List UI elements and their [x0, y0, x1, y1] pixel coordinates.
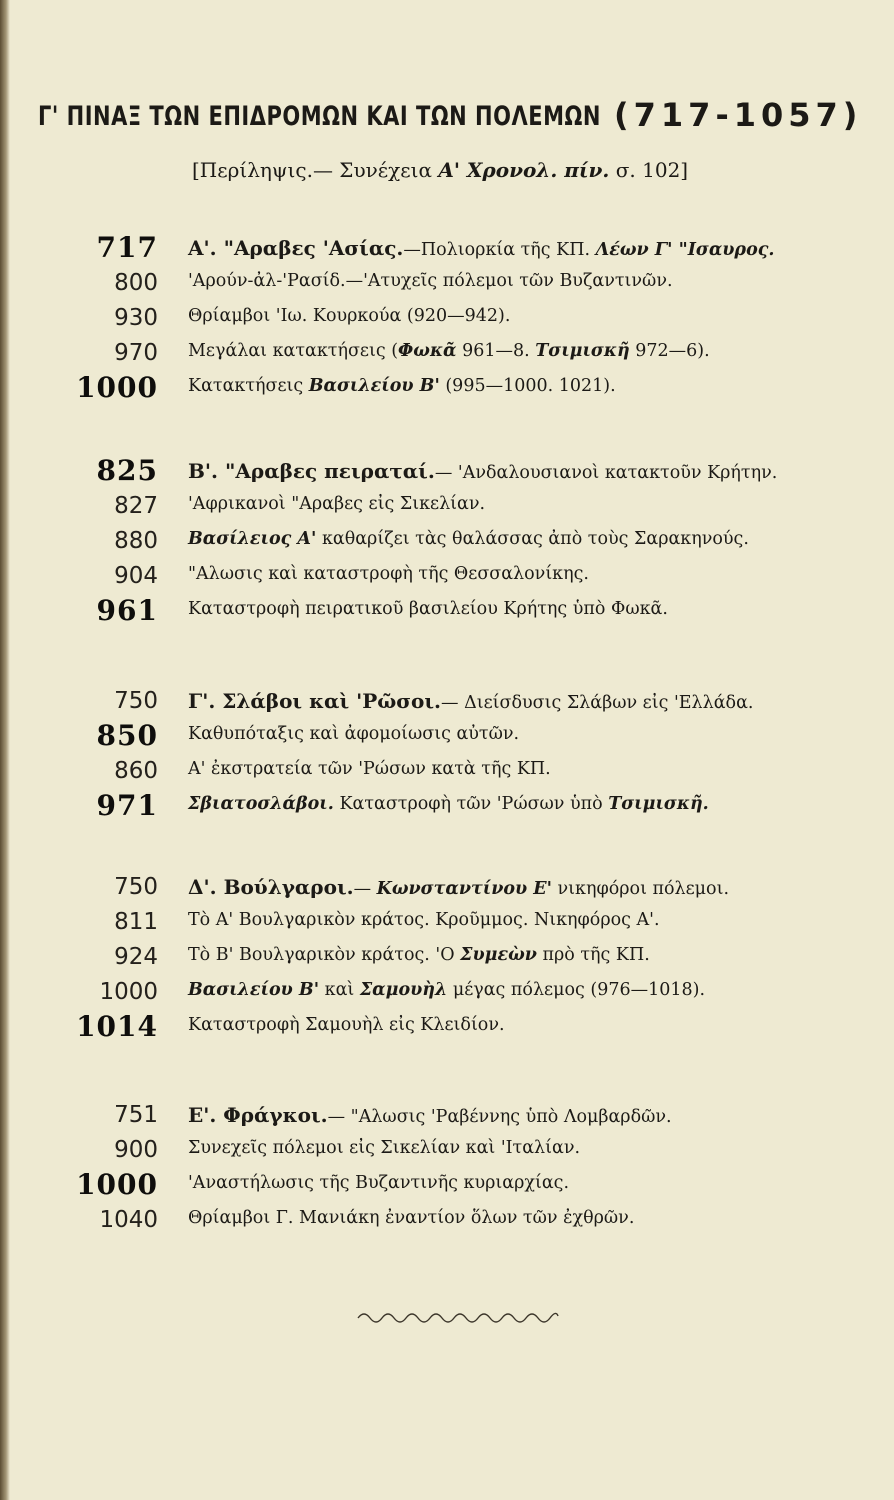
event-fragment: Καταστροφὴ πειρατικοῦ βασιλείου Κρήτης ὑπὸ Φωκᾶ.	[188, 599, 668, 619]
event-fragment: Α' ἐκστρατεία τῶν 'Ρώσων κατὰ τῆς ΚΠ.	[188, 759, 551, 779]
table-row	[0, 872, 894, 907]
event-text	[188, 1015, 505, 1035]
section-5	[0, 1100, 894, 1240]
page-title	[38, 96, 863, 134]
event-fragment: — 'Ανδαλουσιανοὶ κατακτοῦν Κρήτην.	[434, 463, 778, 483]
name-emphasis: Σαμουὴλ	[359, 980, 448, 1000]
event-fragment: 961—8.	[456, 341, 536, 361]
section-2	[0, 456, 894, 631]
event-text	[188, 306, 510, 326]
name-emphasis: Βασιλείου Β'	[188, 980, 320, 1000]
year-label: 961	[96, 594, 158, 627]
table-row	[0, 907, 894, 942]
event-fragment: Συνεχεῖς πόλεμοι εἰς Σικελίαν καὶ 'Ιταλίαν.	[188, 1138, 581, 1158]
year-label: 827	[114, 493, 158, 519]
table-row	[0, 977, 894, 1012]
event-fragment: —	[353, 879, 377, 899]
event-fragment: Μεγάλαι κατακτήσεις (	[188, 341, 399, 361]
table-row	[0, 561, 894, 596]
event-text	[188, 875, 729, 899]
event-text	[188, 980, 705, 1000]
event-fragment: — Διείσδυσις Σλάβων εἰς 'Ελλάδα.	[441, 693, 754, 713]
name-emphasis: Βασίλειος Α'	[188, 529, 317, 549]
event-text	[188, 1138, 580, 1158]
table-row	[0, 721, 894, 756]
event-fragment: Κατακτήσεις	[188, 376, 309, 396]
year-label: 800	[114, 270, 158, 296]
year-label: 880	[114, 528, 158, 554]
year-label: 1000	[76, 1168, 158, 1201]
event-fragment: νικηφόροι πόλεμοι.	[551, 879, 730, 899]
year-label: 750	[114, 874, 158, 900]
title-text: Γ' ΠΙΝΑΞ ΤΩΝ ΕΠΙΔΡΟΜΩΝ ΚΑΙ ΤΩΝ ΠΟΛΕΜΩΝ	[38, 101, 601, 131]
name-emphasis: Τσιμισκῆ	[535, 341, 630, 361]
section-heading: Β'. "Αραβες πειραταί.	[188, 459, 435, 483]
name-emphasis: Λέων Γ' "Ισαυρος.	[595, 240, 775, 260]
event-fragment: καὶ	[319, 980, 360, 1000]
section-heading: Α'. "Αραβες 'Ασίας.	[188, 236, 404, 260]
year-label: 971	[96, 789, 158, 822]
event-text	[188, 564, 589, 584]
table-row	[0, 686, 894, 721]
event-text	[188, 494, 485, 514]
table-row	[0, 303, 894, 338]
event-text	[188, 529, 749, 549]
table-row	[0, 268, 894, 303]
event-text	[188, 599, 668, 619]
section-heading: Γ'. Σλάβοι καὶ 'Ρῶσοι.	[188, 689, 442, 713]
name-emphasis: Τσιμισκῆ.	[608, 794, 709, 814]
table-row	[0, 791, 894, 826]
year-label: 717	[96, 231, 158, 264]
event-fragment: μέγας πόλεμος (976—1018).	[447, 980, 706, 1000]
name-emphasis: Βασιλείου Β'	[308, 376, 440, 396]
section-heading: Ε'. Φράγκοι.	[188, 1103, 328, 1127]
title-years: (717-1057)	[614, 96, 863, 134]
event-fragment: 972—6).	[629, 341, 710, 361]
section-3	[0, 686, 894, 826]
table-row	[0, 373, 894, 408]
subtitle-prefix: [Περίληψις.— Συνέχεια	[192, 158, 439, 182]
section-heading: Δ'. Βούλγαροι.	[188, 875, 354, 899]
section-1	[0, 233, 894, 408]
wavy-ornament-divider	[356, 1306, 560, 1326]
event-text	[188, 271, 673, 291]
event-fragment: (995—1000. 1021).	[439, 376, 616, 396]
table-row	[0, 942, 894, 977]
event-text	[188, 910, 660, 930]
table-row	[0, 233, 894, 268]
event-fragment: Τὸ Β' Βουλγαρικὸν κράτος. 'Ο	[188, 945, 461, 965]
year-label: 1040	[99, 1207, 158, 1233]
table-row	[0, 596, 894, 631]
table-row	[0, 1170, 894, 1205]
year-label: 811	[114, 909, 158, 935]
subtitle-suffix: σ. 102]	[609, 158, 689, 182]
event-text	[188, 236, 775, 260]
year-label: 850	[96, 719, 158, 752]
name-emphasis: Φωκᾶ	[398, 341, 457, 361]
event-text	[188, 794, 709, 814]
event-text	[188, 724, 519, 744]
name-emphasis: Συμεὼν	[460, 945, 537, 965]
year-label: 1014	[76, 1010, 158, 1043]
table-row	[0, 1135, 894, 1170]
event-fragment: — "Αλωσις 'Ραβέννης ὑπὸ Λομβαρδῶν.	[327, 1107, 672, 1127]
year-label: 900	[114, 1137, 158, 1163]
event-fragment: 'Αναστήλωσις τῆς Βυζαντινῆς κυριαρχίας.	[188, 1173, 570, 1193]
event-fragment: Τὸ Α' Βουλγαρικὸν κράτος. Κροῦμμος. Νικηφόρος Α'.	[188, 910, 660, 930]
year-label: 860	[114, 758, 158, 784]
event-text	[188, 759, 551, 779]
table-row	[0, 491, 894, 526]
event-text	[188, 459, 777, 483]
event-fragment: Καταστροφὴ Σαμουὴλ εἰς Κλειδίον.	[188, 1015, 505, 1035]
year-label: 750	[114, 688, 158, 714]
event-fragment: Καταστροφὴ τῶν 'Ρώσων ὑπὸ	[333, 794, 609, 814]
year-label: 970	[114, 340, 158, 366]
event-text	[188, 376, 616, 396]
year-label: 1000	[76, 371, 158, 404]
table-row	[0, 338, 894, 373]
event-fragment: καθαρίζει τὰς θαλάσσας ἀπὸ τοὺς Σαρακηνούς.	[316, 529, 749, 549]
name-emphasis: Κωνσταντίνου Ε'	[376, 879, 552, 899]
subtitle	[192, 158, 688, 182]
table-row	[0, 526, 894, 561]
year-label: 751	[114, 1102, 158, 1128]
event-text	[188, 1208, 634, 1228]
event-fragment: Θρίαμβοι 'Ιω. Κουρκούα (920—942).	[188, 306, 511, 326]
event-fragment: "Αλωσις καὶ καταστροφὴ τῆς Θεσσαλονίκης.	[188, 564, 589, 584]
subtitle-reference: Α' Χρονολ. πίν.	[438, 158, 610, 182]
table-row	[0, 1205, 894, 1240]
name-emphasis: Σβιατοσλάβοι.	[188, 794, 334, 814]
event-fragment: Καθυπόταξις καὶ ἀφομοίωσις αὐτῶν.	[188, 724, 520, 744]
event-text	[188, 689, 753, 713]
event-text	[188, 1173, 569, 1193]
table-row	[0, 1012, 894, 1047]
event-fragment: πρὸ τῆς ΚΠ.	[536, 945, 650, 965]
year-label: 904	[114, 563, 158, 589]
event-fragment: Θρίαμβοι Γ. Μανιάκη ἐναντίον ὅλων τῶν ἐχθρῶν.	[188, 1208, 635, 1228]
year-label: 1000	[99, 979, 158, 1005]
event-fragment: 'Αφρικανοὶ "Αραβες εἰς Σικελίαν.	[188, 494, 486, 514]
table-row	[0, 1100, 894, 1135]
event-text	[188, 341, 710, 361]
event-text	[188, 945, 650, 965]
section-4	[0, 872, 894, 1047]
event-text	[188, 1103, 672, 1127]
year-label: 930	[114, 305, 158, 331]
year-label: 924	[114, 944, 158, 970]
year-label: 825	[96, 454, 158, 487]
event-fragment: 'Αρούν-ἀλ-'Ρασίδ.—'Ατυχεῖς πόλεμοι τῶν Βυζαντινῶν.	[188, 271, 673, 291]
table-row	[0, 756, 894, 791]
event-fragment: —Πολιορκία τῆς ΚΠ.	[403, 240, 596, 260]
table-row	[0, 456, 894, 491]
